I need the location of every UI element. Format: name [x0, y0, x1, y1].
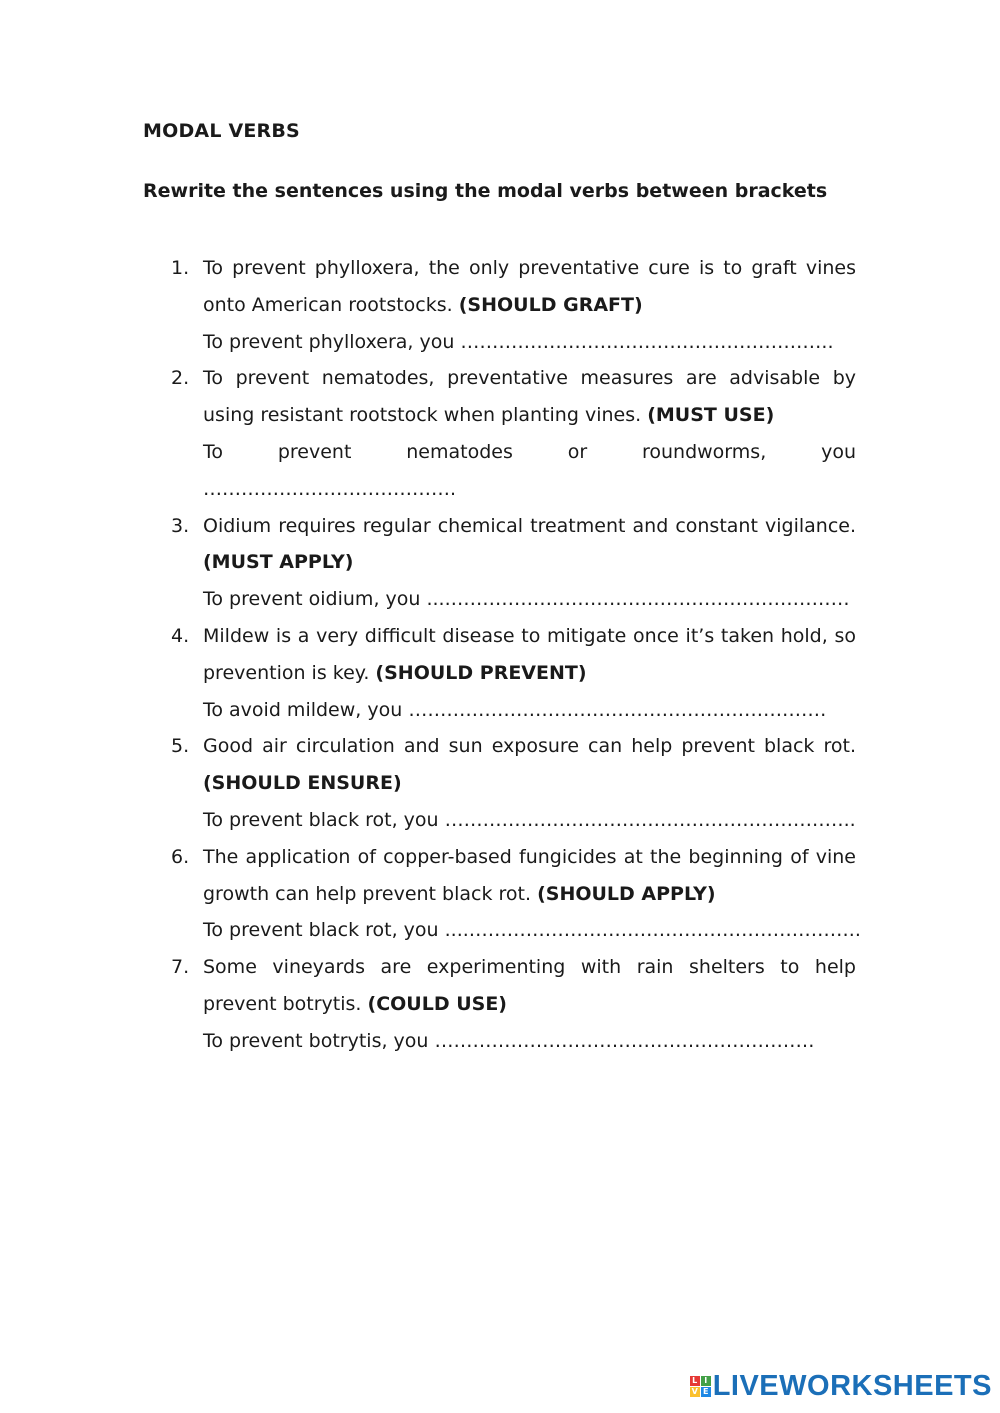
logo-mark-letter: L — [690, 1376, 700, 1386]
answer-line[interactable]: To prevent black rot, you ……………………………………………………….. — [203, 808, 856, 831]
item-sentence: Oidium requires regular chemical treatment and constant vigilance. (MUST APPLY) — [203, 514, 856, 574]
modal-tag: (COULD USE) — [367, 992, 507, 1015]
logo-mark-letter: E — [701, 1387, 711, 1397]
item-sentence: To prevent phylloxera, the only preventative cure is to graft vines onto American rootstocks. (SHOULD GRAFT) — [203, 257, 856, 316]
exercise-item-2 — [143, 360, 856, 507]
modal-tag: (SHOULD ENSURE) — [203, 772, 402, 795]
exercise-list — [143, 250, 861, 1060]
answer-line[interactable]: To prevent nematodes or roundworms, you …………………………………. — [203, 440, 856, 500]
item-number: 2. — [171, 367, 190, 390]
item-sentence: The application of copper-based fungicides at the beginning of vine growth can help prevent black rot. (SHOULD APPLY) — [203, 845, 856, 905]
exercise-item-3 — [143, 508, 856, 618]
item-number: 7. — [171, 956, 190, 979]
item-number: 3. — [171, 514, 190, 537]
item-number: 4. — [171, 624, 190, 647]
item-sentence: Good air circulation and sun exposure can help prevent black rot. (SHOULD ENSURE) — [203, 735, 856, 795]
exercise-item-4 — [143, 618, 856, 728]
liveworksheets-logo — [690, 1370, 992, 1403]
modal-tag: (SHOULD GRAFT) — [458, 293, 643, 316]
modal-tag: (MUST APPLY) — [203, 551, 354, 574]
item-sentence: Some vineyards are experimenting with rain shelters to help prevent botrytis. (COULD USE) — [203, 956, 856, 1015]
answer-line[interactable]: To prevent black rot, you ....…………………………………………………….. — [203, 919, 861, 942]
answer-line[interactable]: To prevent phylloxera, you ………………………………………………….. — [203, 330, 834, 353]
exercise-item-7 — [143, 949, 856, 1059]
logo-text: LIVEWORKSHEETS — [712, 1370, 992, 1402]
logo-mark-letter: I — [701, 1376, 711, 1386]
item-sentence: To prevent nematodes, preventative measures are advisable by using resistant rootstock when planting vines. (MUST USE) — [203, 367, 856, 427]
exercise-item-5 — [143, 728, 856, 838]
answer-line[interactable]: To avoid mildew, you ………………………………………………………… — [203, 698, 827, 721]
item-sentence: Mildew is a very difficult disease to mitigate once it’s taken hold, so prevention is key. (SHOULD PREVENT) — [203, 624, 856, 684]
logo-mark-letter: V — [691, 1387, 698, 1396]
answer-line[interactable]: To prevent botrytis, you …………………………………………………… — [203, 1029, 815, 1052]
modal-tag: (SHOULD PREVENT) — [375, 661, 587, 684]
logo-mark-icon — [690, 1376, 711, 1397]
exercise-item-1 — [143, 250, 856, 360]
item-number: 6. — [171, 845, 190, 868]
worksheet-title: MODAL VERBS — [143, 120, 300, 142]
item-number: 5. — [171, 735, 190, 758]
worksheet-instruction: Rewrite the sentences using the modal verbs between brackets — [143, 180, 828, 202]
modal-tag: (MUST USE) — [647, 404, 775, 427]
modal-tag: (SHOULD APPLY) — [537, 882, 716, 905]
answer-line[interactable]: To prevent oidium, you ....……………………………………………………… — [203, 588, 850, 611]
exercise-item-6 — [143, 839, 861, 949]
item-number: 1. — [171, 257, 190, 279]
